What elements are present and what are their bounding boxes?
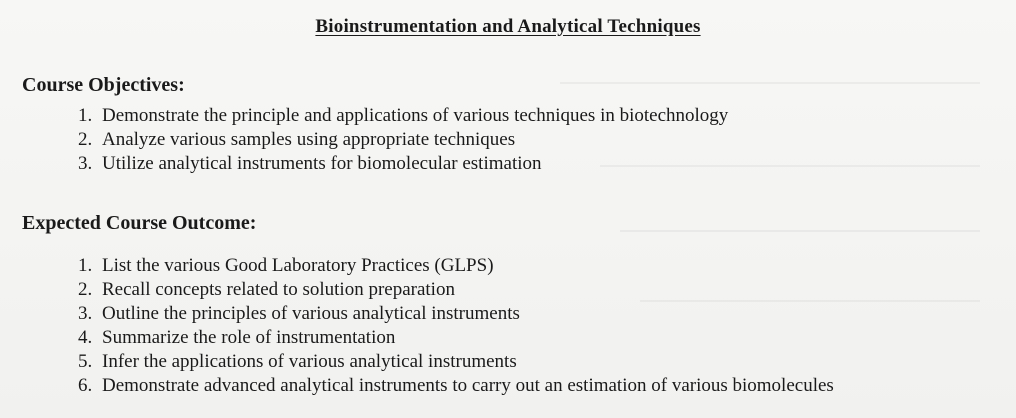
item-number: 4.	[78, 327, 93, 348]
list-item	[78, 350, 834, 374]
list-item	[78, 254, 834, 278]
item-text: Utilize analytical instruments for biomolecular estimation	[102, 153, 542, 174]
item-text: Summarize the role of instrumentation	[102, 327, 396, 348]
list-item	[78, 278, 834, 302]
objectives-list	[78, 104, 728, 176]
document-title: Bioinstrumentation and Analytical Techniques	[315, 16, 701, 37]
bleed-through-line	[620, 230, 980, 232]
list-item	[78, 152, 728, 176]
item-number: 1.	[78, 105, 93, 126]
item-number: 3.	[78, 153, 93, 174]
list-item	[78, 128, 728, 152]
item-text: List the various Good Laboratory Practices (GLPS)	[102, 255, 494, 276]
item-text: Infer the applications of various analytical instruments	[102, 351, 517, 372]
objectives-heading: Course Objectives:	[22, 74, 185, 96]
list-item	[78, 104, 728, 128]
item-number: 1.	[78, 255, 93, 276]
list-item	[78, 374, 834, 398]
item-text: Analyze various samples using appropriate techniques	[102, 129, 516, 150]
item-text: Demonstrate the principle and applications of various techniques in biotechnology	[102, 105, 729, 126]
item-number: 5.	[78, 351, 93, 372]
item-text: Outline the principles of various analytical instruments	[102, 303, 520, 324]
item-number: 3.	[78, 303, 93, 324]
item-number: 6.	[78, 375, 93, 396]
list-item	[78, 302, 834, 326]
bleed-through-line	[560, 82, 980, 84]
list-item	[78, 326, 834, 350]
item-number: 2.	[78, 129, 93, 150]
item-text: Demonstrate advanced analytical instruments to carry out an estimation of various biomolecules	[102, 375, 834, 396]
item-number: 2.	[78, 279, 93, 300]
outcomes-heading: Expected Course Outcome:	[22, 212, 257, 234]
outcomes-list	[78, 254, 834, 398]
item-text: Recall concepts related to solution preparation	[102, 279, 455, 300]
